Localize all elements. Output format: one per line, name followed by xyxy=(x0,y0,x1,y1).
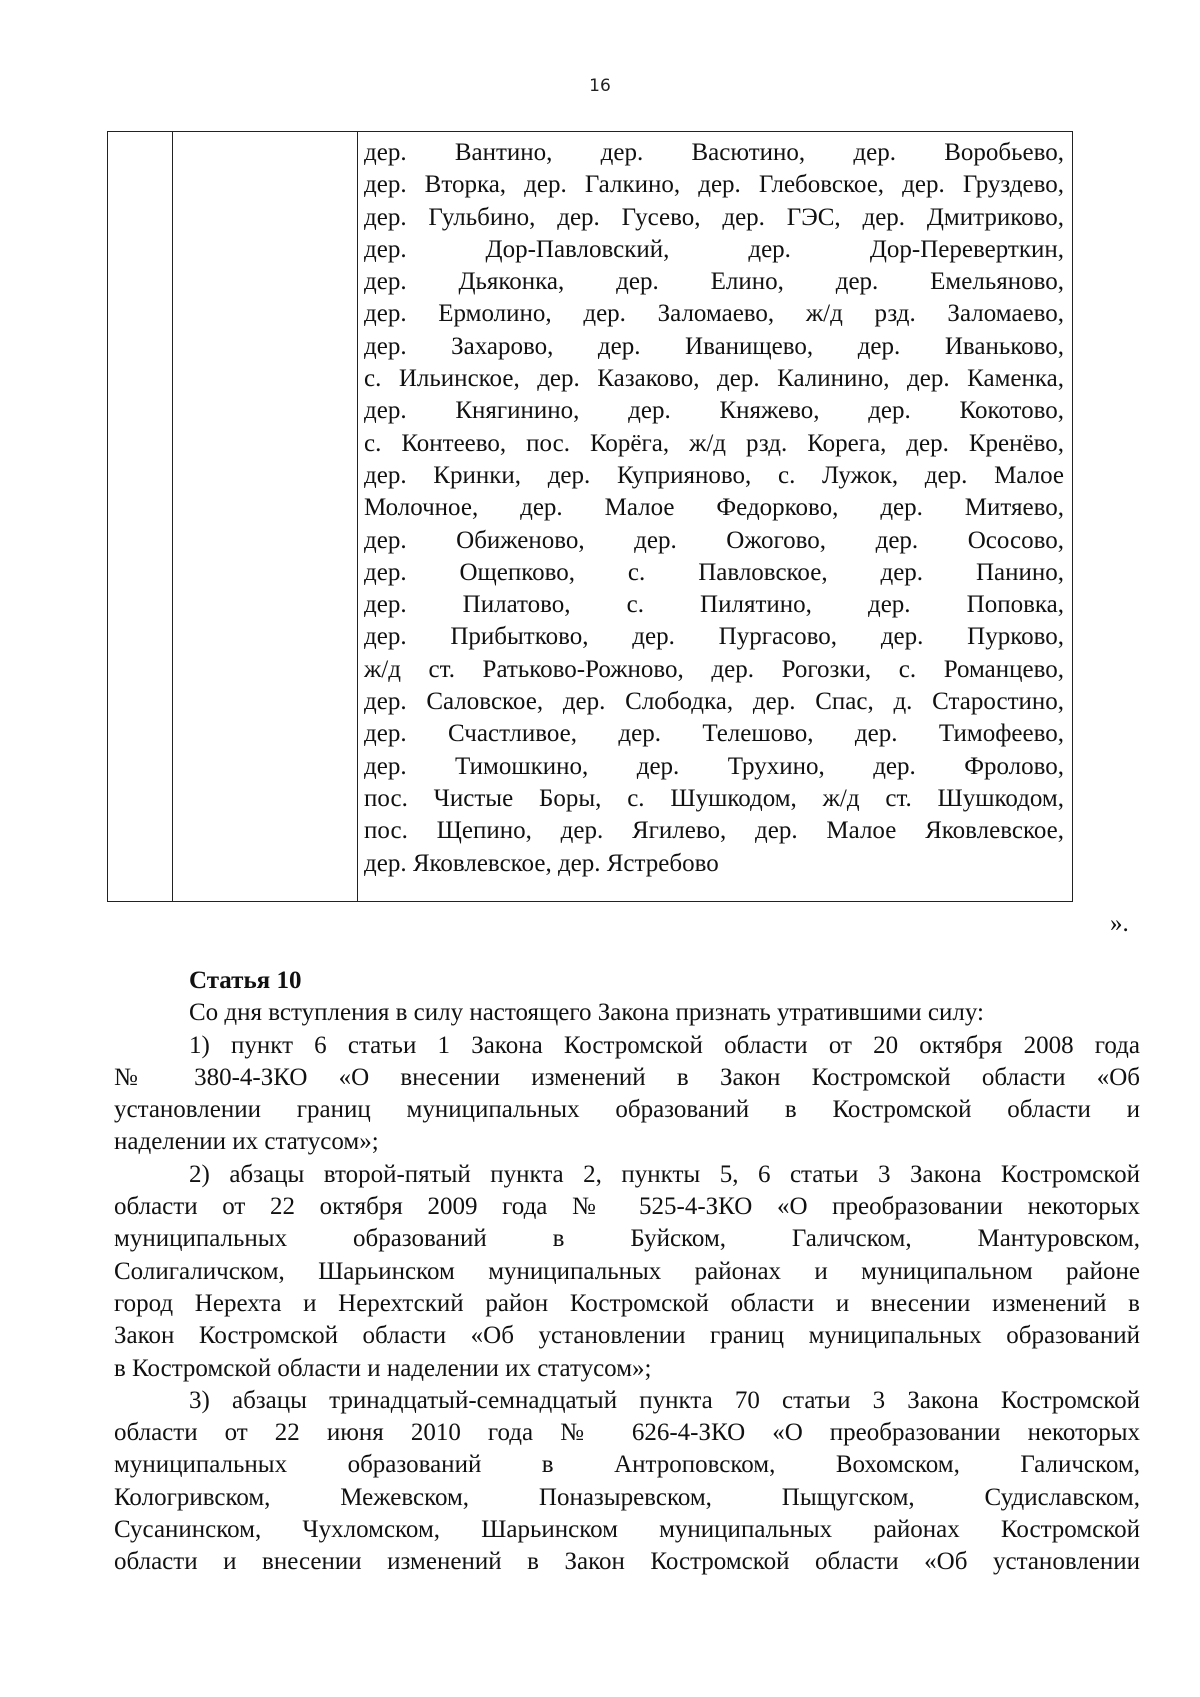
village-list-line: дер. Вантино, дер. Васютино, дер. Воробьево, xyxy=(364,139,1064,166)
village-list-line: дер. Яковлевское, дер. Ястребово xyxy=(364,849,719,877)
village-list-line: дер. Гульбино, дер. Гусево, дер. ГЭС, дер. Дмитриково, xyxy=(364,203,1064,231)
village-list-line: дер. Тимошкино, дер. Трухино, дер. Фролово, xyxy=(364,752,1064,780)
article-item-1 xyxy=(114,1030,1140,1159)
article-intro xyxy=(114,997,1140,1029)
paragraph-line: Сусанинском, Чухломском, Шарьинском муниципальных районах Костромской xyxy=(114,1516,1140,1544)
villages-list-cell xyxy=(364,137,1064,880)
paragraph-line: области и внесении изменений в Закон Костромской области «Об установлении xyxy=(114,1548,1140,1576)
village-list-line: дер. Княгинино, дер. Княжево, дер. Кокотово, xyxy=(364,397,1064,425)
paragraph-line: области от 22 июня 2010 года № 626-4-ЗКО «О преобразовании некоторых xyxy=(114,1419,1140,1447)
village-list-line: дер. Прибытково, дер. Пургасово, дер. Пурково, xyxy=(364,623,1064,651)
paragraph-line: Со дня вступления в силу настоящего Закона признать утратившими силу: xyxy=(189,999,984,1027)
village-list-line: дер. Ермолино, дер. Заломаево, ж/д рзд. Заломаево, xyxy=(364,300,1064,328)
table-column-divider-1 xyxy=(172,132,173,901)
paragraph-line: Кологривском, Межевском, Поназыревском, Пыщугском, Судиславском, xyxy=(114,1483,1140,1511)
paragraph-line: Закон Костромской области «Об установлении границ муниципальных образований xyxy=(114,1322,1140,1350)
village-list-line: ж/д ст. Ратьково-Рожново, дер. Рогозки, с. Романцево, xyxy=(364,655,1064,683)
village-list-line: Молочное, дер. Малое Федорково, дер. Митяево, xyxy=(364,494,1064,522)
village-list-line: дер. Дор-Павловский, дер. Дор-Переверткин, xyxy=(364,235,1064,263)
village-list-line: дер. Пилатово, с. Пилятино, дер. Поповка, xyxy=(364,591,1064,619)
table-closing-quote: ». xyxy=(1110,910,1129,937)
article-10 xyxy=(114,965,1140,1579)
village-list-line: дер. Кринки, дер. Куприяново, с. Лужок, дер. Малое xyxy=(364,461,1064,489)
page-number: 16 xyxy=(589,76,611,96)
paragraph-line: № 380-4-ЗКО «О внесении изменений в Закон Костромской области «Об xyxy=(114,1063,1140,1091)
article-item-3 xyxy=(114,1385,1140,1579)
village-list-line: с. Контеево, пос. Корёга, ж/д рзд. Корега, дер. Кренёво, xyxy=(364,429,1064,457)
village-list-line: дер. Счастливое, дер. Телешово, дер. Тимофеево, xyxy=(364,720,1064,748)
paragraph-line: муниципальных образований в Антроповском, Вохомском, Галичском, xyxy=(114,1451,1140,1479)
paragraph-line: 3) абзацы тринадцатый-семнадцатый пункта 70 статьи 3 Закона Костромской xyxy=(189,1386,1140,1414)
paragraph-line: наделении их статусом»; xyxy=(114,1128,379,1156)
village-list-line: дер. Обиженово, дер. Ожогово, дер. Ососово, xyxy=(364,526,1064,554)
village-list-line: дер. Захарово, дер. Иванищево, дер. Иваньково, xyxy=(364,332,1064,360)
paragraph-line: 2) абзацы второй-пятый пункта 2, пункты 5, 6 статьи 3 Закона Костромской xyxy=(189,1160,1140,1188)
village-list-line: дер. Дьяконка, дер. Елино, дер. Емельяново, xyxy=(364,268,1064,296)
article-title: Статья 10 xyxy=(189,967,302,994)
village-list-line: дер. Саловское, дер. Слободка, дер. Спас, д. Старостино, xyxy=(364,688,1064,716)
village-list-line: дер. Ощепково, с. Павловское, дер. Панино, xyxy=(364,558,1064,586)
village-list-line: пос. Чистые Боры, с. Шушкодом, ж/д ст. Шушкодом, xyxy=(364,784,1064,812)
paragraph-line: установлении границ муниципальных образований в Костромской области и xyxy=(114,1096,1140,1124)
article-item-2 xyxy=(114,1159,1140,1385)
village-list-line: с. Ильинское, дер. Казаково, дер. Калинино, дер. Каменка, xyxy=(364,365,1064,393)
paragraph-line: 1) пункт 6 статьи 1 Закона Костромской области от 20 октября 2008 года xyxy=(189,1031,1140,1059)
paragraph-line: муниципальных образований в Буйском, Галичском, Мантуровском, xyxy=(114,1225,1140,1253)
village-list-line: пос. Щепино, дер. Ягилево, дер. Малое Яковлевское, xyxy=(364,817,1064,845)
village-list-line: дер. Вторка, дер. Галкино, дер. Глебовское, дер. Груздево, xyxy=(364,171,1064,199)
table-column-divider-2 xyxy=(357,132,358,901)
paragraph-line: в Костромской области и наделении их статусом»; xyxy=(114,1354,652,1382)
villages-table xyxy=(107,131,1073,902)
paragraph-line: Солигаличском, Шарьинском муниципальных районах и муниципальном районе xyxy=(114,1257,1140,1285)
paragraph-line: город Нерехта и Нерехтский район Костромской области и внесении изменений в xyxy=(114,1289,1140,1317)
paragraph-line: области от 22 октября 2009 года № 525-4-ЗКО «О преобразовании некоторых xyxy=(114,1193,1140,1221)
